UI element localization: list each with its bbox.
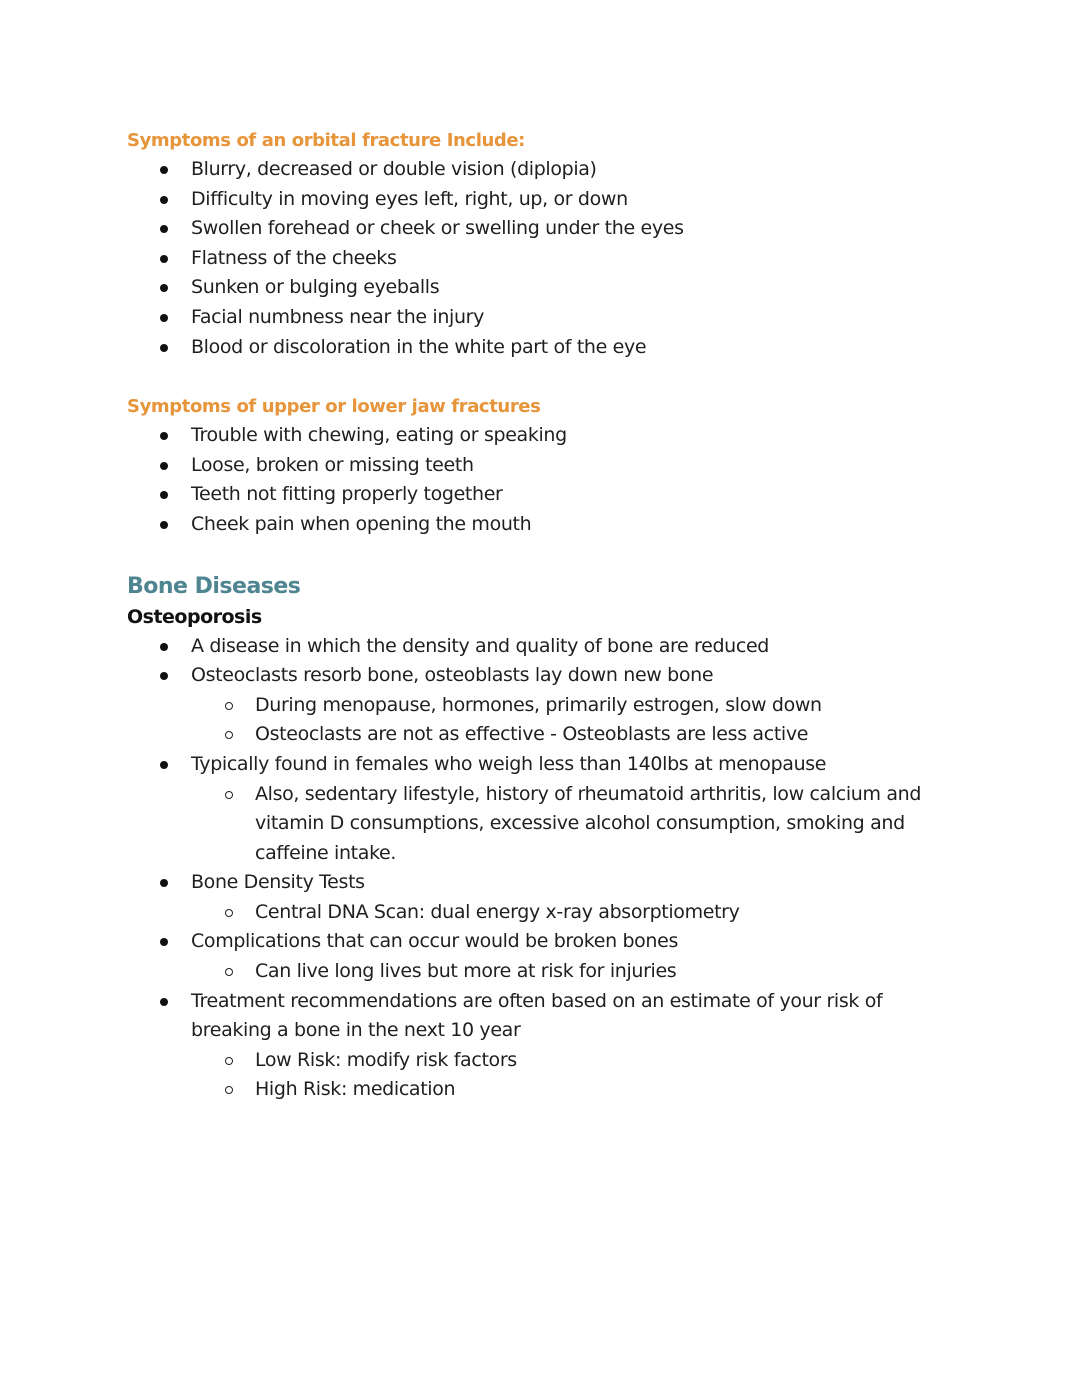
list-item: Loose, broken or missing teeth <box>127 451 947 481</box>
list-item-text: Complications that can occur would be broken bones <box>191 930 679 953</box>
sub-list-item: Osteoclasts are not as effective - Osteoblasts are less active <box>191 720 947 750</box>
sub-list-item: Also, sedentary lifestyle, history of rheumatoid arthritis, low calcium and vitamin D consumptions, excessive alcohol consumption, smoking and caffeine intake. <box>191 780 947 869</box>
jaw-fracture-symptom-list <box>127 421 947 539</box>
list-item: Sunken or bulging eyeballs <box>127 273 947 303</box>
list-item <box>127 868 947 927</box>
list-item: Cheek pain when opening the mouth <box>127 510 947 540</box>
sub-list-item: During menopause, hormones, primarily estrogen, slow down <box>191 691 947 721</box>
document-page <box>127 126 947 1105</box>
list-item: Flatness of the cheeks <box>127 244 947 274</box>
list-item-text: Osteoclasts resorb bone, osteoblasts lay down new bone <box>191 664 714 687</box>
list-item: Blood or discoloration in the white part of the eye <box>127 333 947 363</box>
list-item <box>127 661 947 750</box>
list-item: Trouble with chewing, eating or speaking <box>127 421 947 451</box>
list-item: Facial numbness near the injury <box>127 303 947 333</box>
osteoporosis-list <box>127 632 947 1106</box>
list-item: Teeth not fitting properly together <box>127 480 947 510</box>
list-item <box>127 927 947 986</box>
orbital-fracture-symptom-list <box>127 155 947 362</box>
list-item-text: A disease in which the density and quality of bone are reduced <box>191 634 769 657</box>
jaw-fracture-section <box>127 392 947 539</box>
bone-diseases-section <box>127 572 947 1106</box>
bone-diseases-heading: Bone Diseases <box>127 573 301 599</box>
sub-list-item: Central DNA Scan: dual energy x-ray absorptiometry <box>191 898 947 928</box>
list-item-text: Typically found in females who weigh less than 140lbs at menopause <box>191 752 827 775</box>
sub-list <box>191 691 947 750</box>
sub-list <box>191 957 947 987</box>
sub-list-item: Can live long lives but more at risk for injuries <box>191 957 947 987</box>
list-item: Blurry, decreased or double vision (diplopia) <box>127 155 947 185</box>
sub-list <box>191 780 947 869</box>
jaw-fracture-heading: Symptoms of upper or lower jaw fractures <box>127 396 541 418</box>
list-item-text: Bone Density Tests <box>191 871 365 894</box>
list-item-text: Treatment recommendations are often based on an estimate of your risk of breaking a bone in the next 10 year <box>191 989 883 1042</box>
sub-list <box>191 1046 887 1105</box>
sub-list-item: High Risk: medication <box>191 1075 887 1105</box>
list-item <box>127 632 947 662</box>
sub-list <box>191 898 947 928</box>
osteoporosis-subheading: Osteoporosis <box>127 605 262 628</box>
orbital-fracture-heading: Symptoms of an orbital fracture Include: <box>127 130 525 151</box>
sub-list-item: Low Risk: modify risk factors <box>191 1046 887 1076</box>
list-item: Swollen forehead or cheek or swelling under the eyes <box>127 214 947 244</box>
orbital-fracture-section <box>127 126 947 362</box>
list-item: Difficulty in moving eyes left, right, up, or down <box>127 185 947 215</box>
list-item <box>127 987 947 1105</box>
list-item <box>127 750 947 868</box>
